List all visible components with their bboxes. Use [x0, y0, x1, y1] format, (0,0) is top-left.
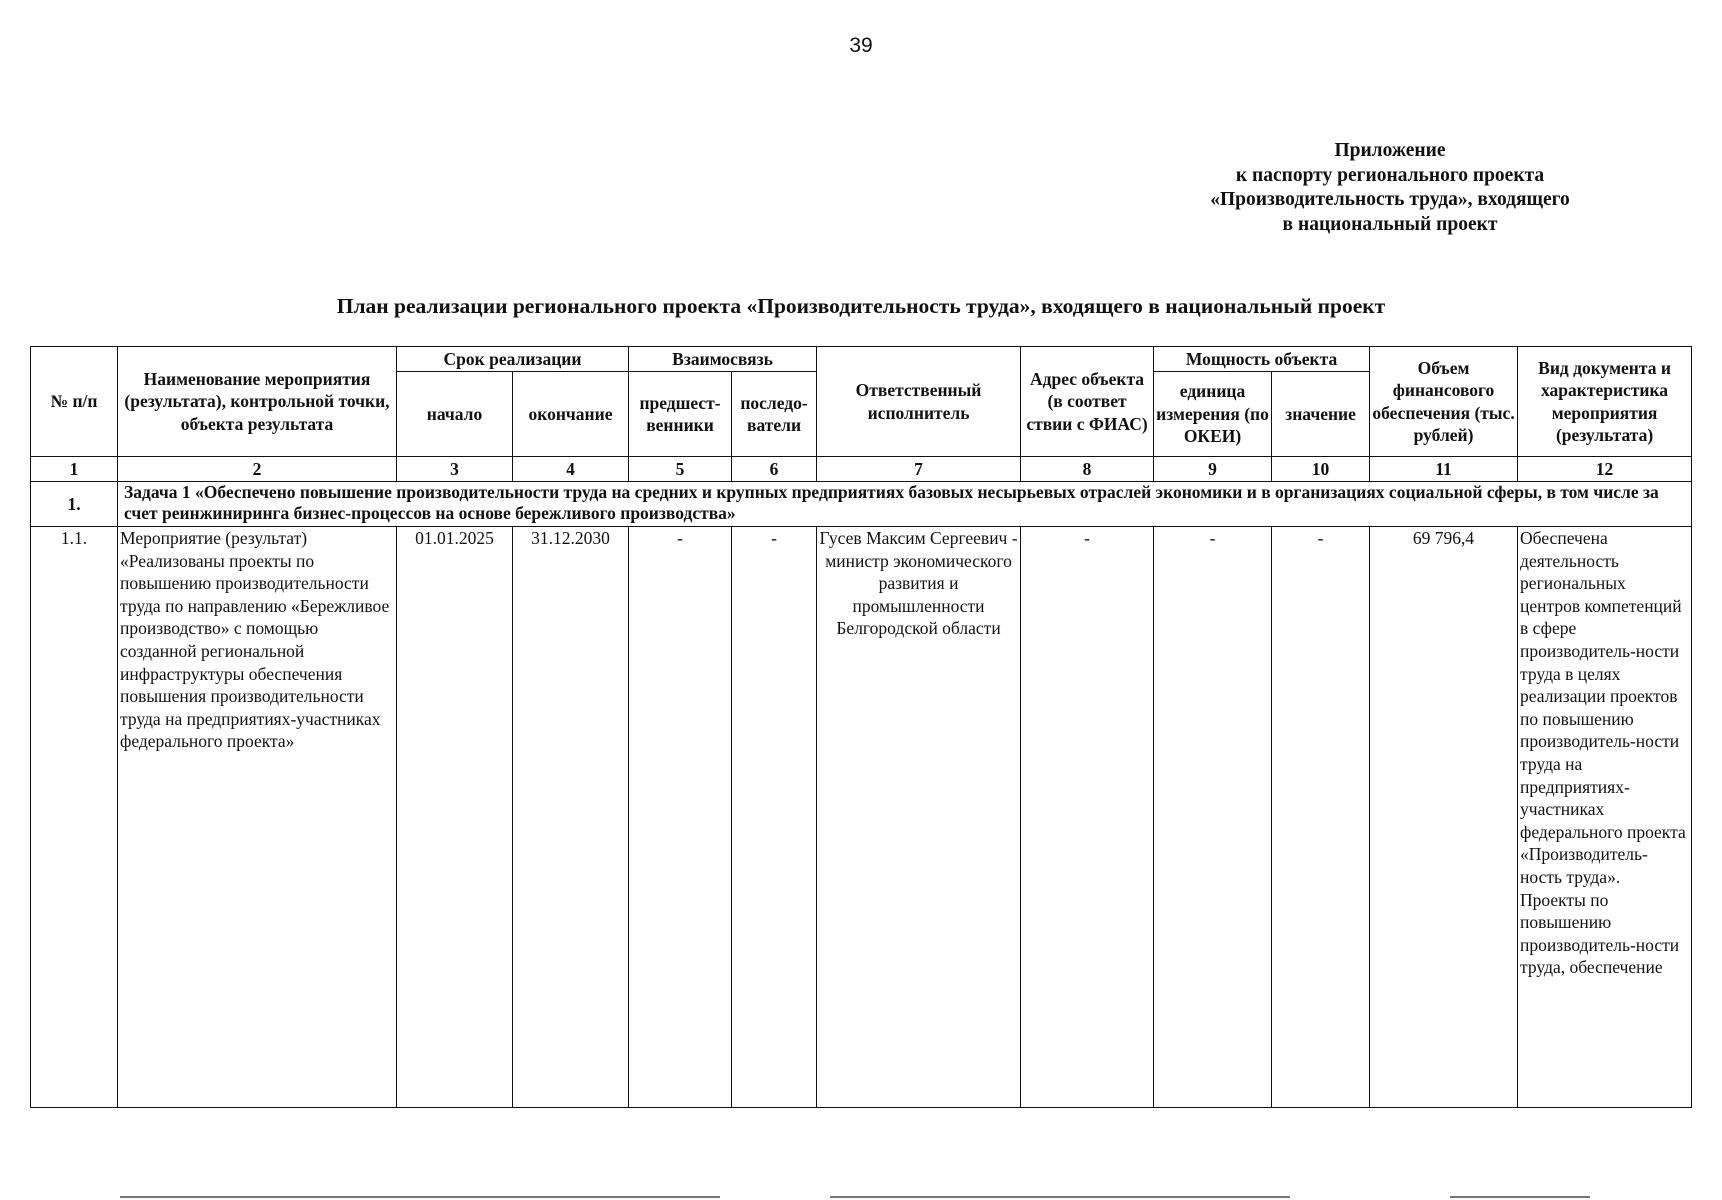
row-predecessors: - [629, 527, 732, 1108]
header-executor: Ответственный исполнитель [817, 347, 1021, 457]
column-number-row [31, 457, 1692, 482]
page-number: 39 [849, 34, 873, 57]
column-number: 7 [817, 457, 1021, 482]
row-number: 1.1. [31, 527, 118, 1108]
header-doc-type: Вид документа и характеристика мероприятия (результата) [1518, 347, 1692, 457]
row-value: - [1272, 527, 1370, 1108]
bottom-rule [120, 1196, 720, 1198]
header-name: Наименование мероприятия (результата), контрольной точки, объекта результата [118, 347, 397, 457]
column-number: 8 [1021, 457, 1154, 482]
table-row [31, 527, 1692, 1108]
row-end-date: 31.12.2030 [513, 527, 629, 1108]
header-relation: Взаимосвязь [629, 347, 817, 372]
row-doc-type: Обеспечена деятельность региональных центров компетенций в сфере производитель-ности труда в целях реализации проектов по повышению производитель-ности труда на предприятиях-участниках федерального проекта «Производитель-ность труда». Проекты по повышению производитель-ности труда, обеспечение [1518, 527, 1692, 1108]
column-number: 10 [1272, 457, 1370, 482]
row-name: Мероприятие (результат) «Реализованы проекты по повышению производительности труда по направлению «Бережливое производство» с помощью созданной региональной инфраструктуры обеспечения повышения производительности труда на предприятиях-участниках федерального проекта» [118, 527, 397, 1108]
header-funding: Объем финансового обеспечения (тыс. рублей) [1370, 347, 1518, 457]
row-successors: - [732, 527, 817, 1108]
column-number: 5 [629, 457, 732, 482]
column-number: 11 [1370, 457, 1518, 482]
appendix-note [1080, 139, 1700, 237]
plan-table [30, 346, 1692, 1108]
appendix-line: «Производительность труда», входящего [1210, 189, 1570, 210]
row-address: - [1021, 527, 1154, 1108]
header-value: значение [1272, 372, 1370, 457]
header-predecessors: предшест-венники [629, 372, 732, 457]
column-number: 9 [1154, 457, 1272, 482]
column-number: 12 [1518, 457, 1692, 482]
table-header-row [31, 347, 1692, 372]
row-start-date: 01.01.2025 [397, 527, 513, 1108]
row-executor: Гусев Максим Сергеевич - министр экономического развития и промышленности Белгородской области [817, 527, 1021, 1108]
plan-title: План реализации регионального проекта «Производительность труда», входящего в национальный проект [336, 294, 1386, 318]
column-number: 2 [118, 457, 397, 482]
row-funding: 69 796,4 [1370, 527, 1518, 1108]
column-number: 3 [397, 457, 513, 482]
header-successors: последо-ватели [732, 372, 817, 457]
bottom-rule [830, 1196, 1290, 1198]
header-start: начало [397, 372, 513, 457]
task-number: 1. [31, 482, 118, 527]
header-num: № п/п [31, 347, 118, 457]
header-end: окончание [513, 372, 629, 457]
header-unit: единица измерения (по ОКЕИ) [1154, 372, 1272, 457]
task-row [31, 482, 1692, 527]
header-address: Адрес объекта (в соответ ствии с ФИАС) [1021, 347, 1154, 457]
bottom-rule [1450, 1196, 1590, 1198]
header-period: Срок реализации [397, 347, 629, 372]
column-number: 4 [513, 457, 629, 482]
column-number: 1 [31, 457, 118, 482]
task-text: Задача 1 «Обеспечено повышение производительности труда на средних и крупных предприятиях базовых несырьевых отраслей экономики и в организациях социальной сферы, в том числе за счет реинжиниринга бизнес-процессов на основе бережливого производства» [118, 482, 1692, 527]
appendix-line: Приложение [1334, 140, 1446, 161]
header-capacity: Мощность объекта [1154, 347, 1370, 372]
appendix-line: к паспорту регионального проекта [1235, 164, 1545, 186]
column-number: 6 [732, 457, 817, 482]
row-unit: - [1154, 527, 1272, 1108]
appendix-line: в национальный проект [1282, 213, 1498, 235]
